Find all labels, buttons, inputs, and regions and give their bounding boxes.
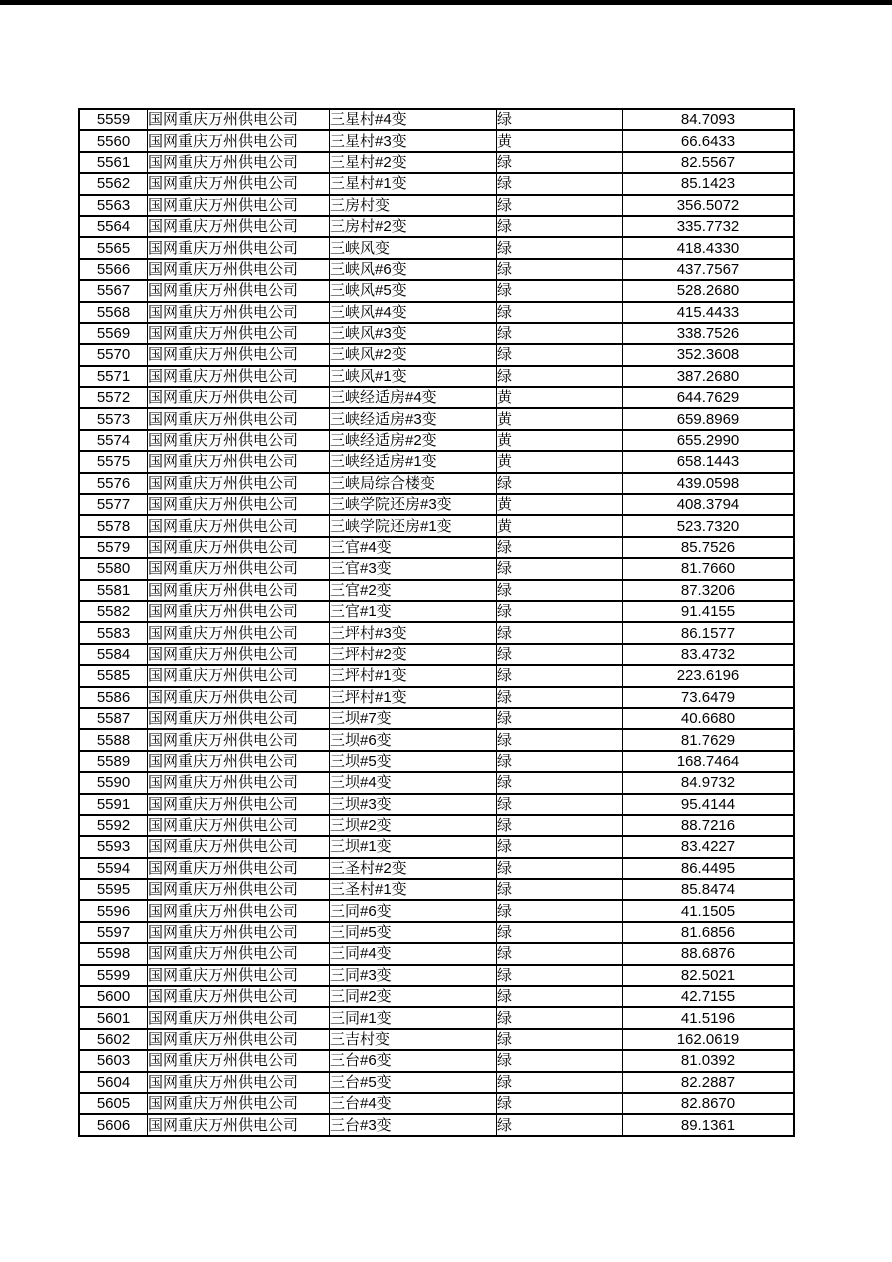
table-row xyxy=(79,130,794,151)
row-id-cell: 5606 xyxy=(79,1114,148,1136)
value-cell: 95.4144 xyxy=(623,794,795,815)
status-cell: 绿 xyxy=(497,815,623,836)
table-row xyxy=(79,430,794,451)
station-name-cell: 三台#6变 xyxy=(330,1050,497,1071)
station-name-cell: 三房村变 xyxy=(330,195,497,216)
status-cell: 绿 xyxy=(497,729,623,750)
station-name-cell: 三峡学院还房#3变 xyxy=(330,494,497,515)
company-cell: 国网重庆万州供电公司 xyxy=(148,986,330,1007)
value-cell: 387.2680 xyxy=(623,366,795,387)
company-cell: 国网重庆万州供电公司 xyxy=(148,451,330,472)
status-cell: 绿 xyxy=(497,366,623,387)
table-row xyxy=(79,1050,794,1071)
company-cell: 国网重庆万州供电公司 xyxy=(148,152,330,173)
value-cell: 42.7155 xyxy=(623,986,795,1007)
table-row xyxy=(79,494,794,515)
value-cell: 655.2990 xyxy=(623,430,795,451)
company-cell: 国网重庆万州供电公司 xyxy=(148,879,330,900)
row-id-cell: 5588 xyxy=(79,729,148,750)
company-cell: 国网重庆万州供电公司 xyxy=(148,216,330,237)
value-cell: 408.3794 xyxy=(623,494,795,515)
table-row xyxy=(79,195,794,216)
status-cell: 绿 xyxy=(497,280,623,301)
value-cell: 84.9732 xyxy=(623,772,795,793)
row-id-cell: 5576 xyxy=(79,473,148,494)
station-name-cell: 三峡风#5变 xyxy=(330,280,497,301)
station-name-cell: 三坝#7变 xyxy=(330,708,497,729)
company-cell: 国网重庆万州供电公司 xyxy=(148,259,330,280)
company-cell: 国网重庆万州供电公司 xyxy=(148,558,330,579)
status-cell: 绿 xyxy=(497,794,623,815)
row-id-cell: 5589 xyxy=(79,751,148,772)
value-cell: 88.6876 xyxy=(623,943,795,964)
status-cell: 绿 xyxy=(497,473,623,494)
value-cell: 66.6433 xyxy=(623,130,795,151)
company-cell: 国网重庆万州供电公司 xyxy=(148,173,330,194)
table-row xyxy=(79,687,794,708)
company-cell: 国网重庆万州供电公司 xyxy=(148,687,330,708)
company-cell: 国网重庆万州供电公司 xyxy=(148,580,330,601)
status-cell: 绿 xyxy=(497,237,623,258)
row-id-cell: 5593 xyxy=(79,836,148,857)
row-id-cell: 5586 xyxy=(79,687,148,708)
row-id-cell: 5568 xyxy=(79,302,148,323)
company-cell: 国网重庆万州供电公司 xyxy=(148,601,330,622)
status-cell: 绿 xyxy=(497,601,623,622)
company-cell: 国网重庆万州供电公司 xyxy=(148,387,330,408)
status-cell: 黄 xyxy=(497,408,623,429)
status-cell: 绿 xyxy=(497,195,623,216)
status-cell: 绿 xyxy=(497,772,623,793)
row-id-cell: 5580 xyxy=(79,558,148,579)
table-row xyxy=(79,751,794,772)
row-id-cell: 5590 xyxy=(79,772,148,793)
row-id-cell: 5577 xyxy=(79,494,148,515)
row-id-cell: 5570 xyxy=(79,344,148,365)
row-id-cell: 5574 xyxy=(79,430,148,451)
company-cell: 国网重庆万州供电公司 xyxy=(148,836,330,857)
company-cell: 国网重庆万州供电公司 xyxy=(148,515,330,536)
status-cell: 绿 xyxy=(497,965,623,986)
status-cell: 绿 xyxy=(497,537,623,558)
value-cell: 87.3206 xyxy=(623,580,795,601)
value-cell: 89.1361 xyxy=(623,1114,795,1136)
company-cell: 国网重庆万州供电公司 xyxy=(148,430,330,451)
station-name-cell: 三星村#2变 xyxy=(330,152,497,173)
company-cell: 国网重庆万州供电公司 xyxy=(148,922,330,943)
row-id-cell: 5569 xyxy=(79,323,148,344)
station-name-cell: 三峡经适房#2变 xyxy=(330,430,497,451)
company-cell: 国网重庆万州供电公司 xyxy=(148,1093,330,1114)
row-id-cell: 5575 xyxy=(79,451,148,472)
table-row xyxy=(79,152,794,173)
value-cell: 83.4227 xyxy=(623,836,795,857)
company-cell: 国网重庆万州供电公司 xyxy=(148,366,330,387)
value-cell: 81.0392 xyxy=(623,1050,795,1071)
station-name-cell: 三峡经适房#1变 xyxy=(330,451,497,472)
table-row xyxy=(79,366,794,387)
company-cell: 国网重庆万州供电公司 xyxy=(148,965,330,986)
station-name-cell: 三峡风#3变 xyxy=(330,323,497,344)
row-id-cell: 5581 xyxy=(79,580,148,601)
status-cell: 黄 xyxy=(497,130,623,151)
value-cell: 41.1505 xyxy=(623,900,795,921)
company-cell: 国网重庆万州供电公司 xyxy=(148,751,330,772)
status-cell: 绿 xyxy=(497,173,623,194)
station-name-cell: 三官#2变 xyxy=(330,580,497,601)
status-cell: 绿 xyxy=(497,665,623,686)
station-name-cell: 三坝#4变 xyxy=(330,772,497,793)
value-cell: 338.7526 xyxy=(623,323,795,344)
value-cell: 352.3608 xyxy=(623,344,795,365)
company-cell: 国网重庆万州供电公司 xyxy=(148,815,330,836)
value-cell: 439.0598 xyxy=(623,473,795,494)
status-cell: 绿 xyxy=(497,986,623,1007)
value-cell: 162.0619 xyxy=(623,1029,795,1050)
table-row xyxy=(79,259,794,280)
status-cell: 黄 xyxy=(497,430,623,451)
value-cell: 82.5021 xyxy=(623,965,795,986)
station-name-cell: 三坪村#1变 xyxy=(330,687,497,708)
station-name-cell: 三同#4变 xyxy=(330,943,497,964)
row-id-cell: 5587 xyxy=(79,708,148,729)
table-row xyxy=(79,216,794,237)
table-row xyxy=(79,109,794,130)
value-cell: 88.7216 xyxy=(623,815,795,836)
status-cell: 黄 xyxy=(497,387,623,408)
value-cell: 644.7629 xyxy=(623,387,795,408)
company-cell: 国网重庆万州供电公司 xyxy=(148,1050,330,1071)
table-row xyxy=(79,280,794,301)
value-cell: 335.7732 xyxy=(623,216,795,237)
company-cell: 国网重庆万州供电公司 xyxy=(148,900,330,921)
table-row xyxy=(79,772,794,793)
status-cell: 绿 xyxy=(497,644,623,665)
value-cell: 415.4433 xyxy=(623,302,795,323)
station-name-cell: 三官#1变 xyxy=(330,601,497,622)
table-row xyxy=(79,237,794,258)
status-cell: 绿 xyxy=(497,1114,623,1136)
row-id-cell: 5579 xyxy=(79,537,148,558)
company-cell: 国网重庆万州供电公司 xyxy=(148,665,330,686)
company-cell: 国网重庆万州供电公司 xyxy=(148,302,330,323)
row-id-cell: 5573 xyxy=(79,408,148,429)
status-cell: 绿 xyxy=(497,580,623,601)
status-cell: 绿 xyxy=(497,109,623,130)
row-id-cell: 5594 xyxy=(79,858,148,879)
table-row xyxy=(79,815,794,836)
company-cell: 国网重庆万州供电公司 xyxy=(148,1114,330,1136)
value-cell: 82.8670 xyxy=(623,1093,795,1114)
station-name-cell: 三坝#1变 xyxy=(330,836,497,857)
row-id-cell: 5561 xyxy=(79,152,148,173)
company-cell: 国网重庆万州供电公司 xyxy=(148,494,330,515)
row-id-cell: 5560 xyxy=(79,130,148,151)
company-cell: 国网重庆万州供电公司 xyxy=(148,622,330,643)
status-cell: 黄 xyxy=(497,515,623,536)
row-id-cell: 5566 xyxy=(79,259,148,280)
row-id-cell: 5596 xyxy=(79,900,148,921)
value-cell: 523.7320 xyxy=(623,515,795,536)
status-cell: 黄 xyxy=(497,494,623,515)
row-id-cell: 5565 xyxy=(79,237,148,258)
value-cell: 86.1577 xyxy=(623,622,795,643)
company-cell: 国网重庆万州供电公司 xyxy=(148,344,330,365)
status-cell: 绿 xyxy=(497,216,623,237)
station-name-cell: 三峡学院还房#1变 xyxy=(330,515,497,536)
row-id-cell: 5572 xyxy=(79,387,148,408)
status-cell: 绿 xyxy=(497,922,623,943)
row-id-cell: 5583 xyxy=(79,622,148,643)
status-cell: 绿 xyxy=(497,858,623,879)
row-id-cell: 5564 xyxy=(79,216,148,237)
table-row xyxy=(79,836,794,857)
row-id-cell: 5601 xyxy=(79,1007,148,1028)
row-id-cell: 5595 xyxy=(79,879,148,900)
station-name-cell: 三官#3变 xyxy=(330,558,497,579)
company-cell: 国网重庆万州供电公司 xyxy=(148,708,330,729)
value-cell: 81.7660 xyxy=(623,558,795,579)
station-name-cell: 三坝#5变 xyxy=(330,751,497,772)
table-row xyxy=(79,601,794,622)
table-row xyxy=(79,558,794,579)
table-row xyxy=(79,387,794,408)
status-cell: 绿 xyxy=(497,900,623,921)
value-cell: 81.7629 xyxy=(623,729,795,750)
table-row xyxy=(79,323,794,344)
status-cell: 绿 xyxy=(497,622,623,643)
value-cell: 85.1423 xyxy=(623,173,795,194)
row-id-cell: 5563 xyxy=(79,195,148,216)
value-cell: 418.4330 xyxy=(623,237,795,258)
value-cell: 659.8969 xyxy=(623,408,795,429)
station-name-cell: 三坝#2变 xyxy=(330,815,497,836)
station-name-cell: 三同#3变 xyxy=(330,965,497,986)
row-id-cell: 5602 xyxy=(79,1029,148,1050)
table-row xyxy=(79,900,794,921)
company-cell: 国网重庆万州供电公司 xyxy=(148,473,330,494)
status-cell: 绿 xyxy=(497,836,623,857)
row-id-cell: 5598 xyxy=(79,943,148,964)
station-name-cell: 三星村#4变 xyxy=(330,109,497,130)
status-cell: 绿 xyxy=(497,1072,623,1093)
station-name-cell: 三台#3变 xyxy=(330,1114,497,1136)
substation-load-table xyxy=(78,108,795,1137)
row-id-cell: 5604 xyxy=(79,1072,148,1093)
company-cell: 国网重庆万州供电公司 xyxy=(148,858,330,879)
status-cell: 绿 xyxy=(497,1029,623,1050)
status-cell: 绿 xyxy=(497,1093,623,1114)
row-id-cell: 5571 xyxy=(79,366,148,387)
row-id-cell: 5599 xyxy=(79,965,148,986)
table-row xyxy=(79,965,794,986)
station-name-cell: 三峡风变 xyxy=(330,237,497,258)
value-cell: 223.6196 xyxy=(623,665,795,686)
value-cell: 84.7093 xyxy=(623,109,795,130)
row-id-cell: 5603 xyxy=(79,1050,148,1071)
value-cell: 91.4155 xyxy=(623,601,795,622)
row-id-cell: 5584 xyxy=(79,644,148,665)
table-row xyxy=(79,451,794,472)
value-cell: 82.2887 xyxy=(623,1072,795,1093)
station-name-cell: 三吉村变 xyxy=(330,1029,497,1050)
status-cell: 绿 xyxy=(497,1007,623,1028)
status-cell: 绿 xyxy=(497,323,623,344)
value-cell: 528.2680 xyxy=(623,280,795,301)
company-cell: 国网重庆万州供电公司 xyxy=(148,772,330,793)
company-cell: 国网重庆万州供电公司 xyxy=(148,408,330,429)
row-id-cell: 5605 xyxy=(79,1093,148,1114)
value-cell: 168.7464 xyxy=(623,751,795,772)
status-cell: 绿 xyxy=(497,344,623,365)
status-cell: 绿 xyxy=(497,152,623,173)
table-row xyxy=(79,473,794,494)
station-name-cell: 三峡风#2变 xyxy=(330,344,497,365)
value-cell: 85.8474 xyxy=(623,879,795,900)
table-row xyxy=(79,580,794,601)
value-cell: 82.5567 xyxy=(623,152,795,173)
value-cell: 83.4732 xyxy=(623,644,795,665)
company-cell: 国网重庆万州供电公司 xyxy=(148,644,330,665)
value-cell: 41.5196 xyxy=(623,1007,795,1028)
table-row xyxy=(79,986,794,1007)
status-cell: 绿 xyxy=(497,1050,623,1071)
status-cell: 绿 xyxy=(497,708,623,729)
table-body xyxy=(79,109,794,1136)
status-cell: 黄 xyxy=(497,451,623,472)
top-border-bar xyxy=(0,0,892,5)
status-cell: 绿 xyxy=(497,302,623,323)
station-name-cell: 三官#4变 xyxy=(330,537,497,558)
row-id-cell: 5562 xyxy=(79,173,148,194)
table-row xyxy=(79,1093,794,1114)
table-row xyxy=(79,408,794,429)
company-cell: 国网重庆万州供电公司 xyxy=(148,323,330,344)
table-row xyxy=(79,858,794,879)
company-cell: 国网重庆万州供电公司 xyxy=(148,1007,330,1028)
status-cell: 绿 xyxy=(497,943,623,964)
station-name-cell: 三峡风#1变 xyxy=(330,366,497,387)
value-cell: 658.1443 xyxy=(623,451,795,472)
station-name-cell: 三峡经适房#4变 xyxy=(330,387,497,408)
company-cell: 国网重庆万州供电公司 xyxy=(148,280,330,301)
status-cell: 绿 xyxy=(497,687,623,708)
value-cell: 437.7567 xyxy=(623,259,795,280)
row-id-cell: 5592 xyxy=(79,815,148,836)
status-cell: 绿 xyxy=(497,879,623,900)
row-id-cell: 5597 xyxy=(79,922,148,943)
company-cell: 国网重庆万州供电公司 xyxy=(148,729,330,750)
value-cell: 40.6680 xyxy=(623,708,795,729)
company-cell: 国网重庆万州供电公司 xyxy=(148,794,330,815)
station-name-cell: 三峡经适房#3变 xyxy=(330,408,497,429)
table-row xyxy=(79,644,794,665)
row-id-cell: 5585 xyxy=(79,665,148,686)
station-name-cell: 三同#6变 xyxy=(330,900,497,921)
table-row xyxy=(79,879,794,900)
company-cell: 国网重庆万州供电公司 xyxy=(148,537,330,558)
table-row xyxy=(79,665,794,686)
station-name-cell: 三峡风#4变 xyxy=(330,302,497,323)
table-row xyxy=(79,729,794,750)
table-row xyxy=(79,794,794,815)
value-cell: 86.4495 xyxy=(623,858,795,879)
station-name-cell: 三峡风#6变 xyxy=(330,259,497,280)
station-name-cell: 三坝#3变 xyxy=(330,794,497,815)
value-cell: 85.7526 xyxy=(623,537,795,558)
station-name-cell: 三台#4变 xyxy=(330,1093,497,1114)
company-cell: 国网重庆万州供电公司 xyxy=(148,237,330,258)
table-row xyxy=(79,344,794,365)
row-id-cell: 5559 xyxy=(79,109,148,130)
station-name-cell: 三坪村#1变 xyxy=(330,665,497,686)
station-name-cell: 三同#2变 xyxy=(330,986,497,1007)
station-name-cell: 三星村#3变 xyxy=(330,130,497,151)
row-id-cell: 5582 xyxy=(79,601,148,622)
table-row xyxy=(79,173,794,194)
table-row xyxy=(79,1007,794,1028)
table-row xyxy=(79,515,794,536)
table-row xyxy=(79,622,794,643)
company-cell: 国网重庆万州供电公司 xyxy=(148,195,330,216)
station-name-cell: 三同#5变 xyxy=(330,922,497,943)
row-id-cell: 5567 xyxy=(79,280,148,301)
station-name-cell: 三坪村#3变 xyxy=(330,622,497,643)
table-row xyxy=(79,1029,794,1050)
station-name-cell: 三圣村#1变 xyxy=(330,879,497,900)
station-name-cell: 三坪村#2变 xyxy=(330,644,497,665)
row-id-cell: 5600 xyxy=(79,986,148,1007)
company-cell: 国网重庆万州供电公司 xyxy=(148,109,330,130)
table-row xyxy=(79,708,794,729)
value-cell: 73.6479 xyxy=(623,687,795,708)
value-cell: 356.5072 xyxy=(623,195,795,216)
table-row xyxy=(79,302,794,323)
row-id-cell: 5578 xyxy=(79,515,148,536)
status-cell: 绿 xyxy=(497,259,623,280)
value-cell: 81.6856 xyxy=(623,922,795,943)
company-cell: 国网重庆万州供电公司 xyxy=(148,130,330,151)
table-row xyxy=(79,943,794,964)
station-name-cell: 三星村#1变 xyxy=(330,173,497,194)
table-row xyxy=(79,537,794,558)
company-cell: 国网重庆万州供电公司 xyxy=(148,1029,330,1050)
station-name-cell: 三同#1变 xyxy=(330,1007,497,1028)
status-cell: 绿 xyxy=(497,751,623,772)
company-cell: 国网重庆万州供电公司 xyxy=(148,943,330,964)
row-id-cell: 5591 xyxy=(79,794,148,815)
station-name-cell: 三圣村#2变 xyxy=(330,858,497,879)
table-row xyxy=(79,1072,794,1093)
table-row xyxy=(79,1114,794,1136)
table-row xyxy=(79,922,794,943)
station-name-cell: 三台#5变 xyxy=(330,1072,497,1093)
company-cell: 国网重庆万州供电公司 xyxy=(148,1072,330,1093)
station-name-cell: 三坝#6变 xyxy=(330,729,497,750)
status-cell: 绿 xyxy=(497,558,623,579)
station-name-cell: 三房村#2变 xyxy=(330,216,497,237)
station-name-cell: 三峡局综合楼变 xyxy=(330,473,497,494)
